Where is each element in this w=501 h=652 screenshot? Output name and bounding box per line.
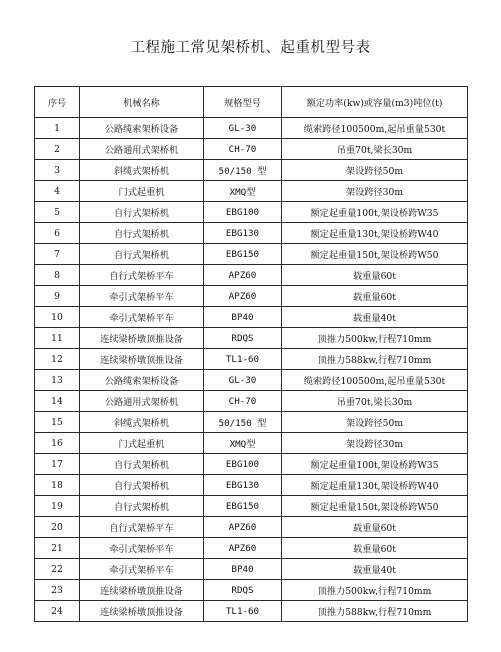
cell-serial-no: 22 xyxy=(35,559,80,580)
cell-rating: 载重量40t xyxy=(282,559,468,580)
cell-serial-no: 10 xyxy=(35,307,80,328)
table-row xyxy=(35,391,468,412)
table-row xyxy=(35,223,468,244)
cell-rating: 吊重70t,梁长30m xyxy=(282,139,468,160)
cell-serial-no: 24 xyxy=(35,601,80,622)
cell-machine-name: 牵引式架桥平车 xyxy=(80,286,204,307)
table-row xyxy=(35,181,468,202)
table-row xyxy=(35,475,468,496)
cell-machine-name: 公路通用式架桥机 xyxy=(80,391,204,412)
header-model: 规格型号 xyxy=(204,87,282,118)
cell-machine-name: 牵引式架桥平车 xyxy=(80,538,204,559)
header-rating: 额定功率(kw)或容量(m3)吨位(t) xyxy=(282,87,468,118)
table-header-row xyxy=(35,87,468,118)
cell-model: TL1-60 xyxy=(204,349,282,370)
cell-rating: 吊重70t,梁长30m xyxy=(282,391,468,412)
table-row xyxy=(35,454,468,475)
cell-serial-no: 20 xyxy=(35,517,80,538)
cell-rating: 载重量60t xyxy=(282,286,468,307)
cell-serial-no: 1 xyxy=(35,118,80,139)
cell-model: EBG130 xyxy=(204,475,282,496)
machine-spec-table xyxy=(34,86,468,622)
cell-rating: 载重量60t xyxy=(282,517,468,538)
cell-model: GL-30 xyxy=(204,370,282,391)
table-row xyxy=(35,412,468,433)
cell-rating: 额定起重量150t,架设桥跨W50 xyxy=(282,496,468,517)
cell-rating: 载重量40t xyxy=(282,307,468,328)
cell-machine-name: 自行式架桥机 xyxy=(80,202,204,223)
cell-serial-no: 4 xyxy=(35,181,80,202)
table-row xyxy=(35,601,468,622)
cell-serial-no: 17 xyxy=(35,454,80,475)
cell-model: 50/150 型 xyxy=(204,412,282,433)
table-row xyxy=(35,328,468,349)
cell-serial-no: 3 xyxy=(35,160,80,181)
cell-serial-no: 23 xyxy=(35,580,80,601)
cell-model: BP40 xyxy=(204,559,282,580)
cell-model: CH-70 xyxy=(204,139,282,160)
cell-serial-no: 18 xyxy=(35,475,80,496)
cell-machine-name: 公路通用式架桥机 xyxy=(80,139,204,160)
cell-machine-name: 连续梁桥墩顶推设备 xyxy=(80,349,204,370)
cell-model: RDQS xyxy=(204,580,282,601)
cell-rating: 额定起重量130t,架设桥跨W40 xyxy=(282,475,468,496)
cell-machine-name: 斜缆式架桥机 xyxy=(80,160,204,181)
table-row xyxy=(35,202,468,223)
cell-serial-no: 11 xyxy=(35,328,80,349)
cell-serial-no: 15 xyxy=(35,412,80,433)
cell-serial-no: 6 xyxy=(35,223,80,244)
cell-machine-name: 公路缆索架桥设备 xyxy=(80,370,204,391)
cell-model: RDQS xyxy=(204,328,282,349)
cell-model: APZ60 xyxy=(204,538,282,559)
cell-machine-name: 自行式架桥平车 xyxy=(80,265,204,286)
cell-machine-name: 牵引式架桥平车 xyxy=(80,307,204,328)
table-row xyxy=(35,370,468,391)
cell-rating: 架设跨径50m xyxy=(282,160,468,181)
cell-rating: 顶推力588kw,行程710mm xyxy=(282,349,468,370)
cell-rating: 架设跨径50m xyxy=(282,412,468,433)
cell-model: EBG100 xyxy=(204,454,282,475)
cell-serial-no: 13 xyxy=(35,370,80,391)
cell-machine-name: 连续梁桥墩顶推设备 xyxy=(80,601,204,622)
cell-rating: 载重量60t xyxy=(282,538,468,559)
cell-rating: 载重量60t xyxy=(282,265,468,286)
cell-serial-no: 16 xyxy=(35,433,80,454)
table-row xyxy=(35,307,468,328)
cell-machine-name: 门式起重机 xyxy=(80,181,204,202)
cell-machine-name: 牵引式架桥平车 xyxy=(80,559,204,580)
cell-model: GL-30 xyxy=(204,118,282,139)
table-row xyxy=(35,517,468,538)
cell-model: APZ60 xyxy=(204,517,282,538)
cell-serial-no: 14 xyxy=(35,391,80,412)
cell-rating: 顶推力588kw,行程710mm xyxy=(282,601,468,622)
header-serial-no: 序号 xyxy=(35,87,80,118)
table-row xyxy=(35,538,468,559)
cell-model: 50/150 型 xyxy=(204,160,282,181)
table-body xyxy=(35,118,468,622)
table-row xyxy=(35,286,468,307)
cell-rating: 顶推力500kw,行程710mm xyxy=(282,580,468,601)
cell-rating: 额定起重量100t,架设桥跨W35 xyxy=(282,454,468,475)
cell-serial-no: 9 xyxy=(35,286,80,307)
cell-rating: 架设跨径30m xyxy=(282,181,468,202)
cell-serial-no: 12 xyxy=(35,349,80,370)
cell-machine-name: 连续梁桥墩顶推设备 xyxy=(80,580,204,601)
cell-model: TL1-60 xyxy=(204,601,282,622)
table-row xyxy=(35,139,468,160)
table-row xyxy=(35,244,468,265)
cell-rating: 额定起重量130t,架设桥跨W40 xyxy=(282,223,468,244)
table-row xyxy=(35,118,468,139)
header-machine-name: 机械名称 xyxy=(80,87,204,118)
table-row xyxy=(35,580,468,601)
cell-machine-name: 自行式架桥机 xyxy=(80,454,204,475)
table-row xyxy=(35,496,468,517)
page-title: 工程施工常见架桥机、起重机型号表 xyxy=(130,40,371,56)
cell-machine-name: 斜缆式架桥机 xyxy=(80,412,204,433)
cell-machine-name: 自行式架桥机 xyxy=(80,223,204,244)
cell-machine-name: 自行式架桥机 xyxy=(80,475,204,496)
cell-machine-name: 自行式架桥平车 xyxy=(80,517,204,538)
cell-model: BP40 xyxy=(204,307,282,328)
cell-model: EBG150 xyxy=(204,496,282,517)
cell-rating: 缆索跨径100500m,起吊重量530t xyxy=(282,118,468,139)
cell-model: CH-70 xyxy=(204,391,282,412)
cell-machine-name: 门式起重机 xyxy=(80,433,204,454)
table-row xyxy=(35,349,468,370)
cell-model: XMQ型 xyxy=(204,181,282,202)
cell-rating: 额定起重量100t,架设桥跨W35 xyxy=(282,202,468,223)
table-row xyxy=(35,265,468,286)
table-row xyxy=(35,160,468,181)
cell-serial-no: 21 xyxy=(35,538,80,559)
cell-model: XMQ型 xyxy=(204,433,282,454)
cell-rating: 缆索跨径100500m,起吊重量530t xyxy=(282,370,468,391)
cell-machine-name: 自行式架桥机 xyxy=(80,244,204,265)
cell-serial-no: 5 xyxy=(35,202,80,223)
cell-model: EBG130 xyxy=(204,223,282,244)
table-row xyxy=(35,433,468,454)
cell-rating: 架设跨径30m xyxy=(282,433,468,454)
cell-rating: 顶推力500kw,行程710mm xyxy=(282,328,468,349)
cell-model: APZ60 xyxy=(204,286,282,307)
cell-model: EBG100 xyxy=(204,202,282,223)
table-row xyxy=(35,559,468,580)
cell-serial-no: 19 xyxy=(35,496,80,517)
cell-machine-name: 公路缆索架桥设备 xyxy=(80,118,204,139)
cell-serial-no: 8 xyxy=(35,265,80,286)
cell-serial-no: 2 xyxy=(35,139,80,160)
cell-model: EBG150 xyxy=(204,244,282,265)
cell-model: APZ60 xyxy=(204,265,282,286)
cell-machine-name: 连续梁桥墩顶推设备 xyxy=(80,328,204,349)
cell-rating: 额定起重量150t,架设桥跨W50 xyxy=(282,244,468,265)
cell-machine-name: 自行式架桥机 xyxy=(80,496,204,517)
cell-serial-no: 7 xyxy=(35,244,80,265)
